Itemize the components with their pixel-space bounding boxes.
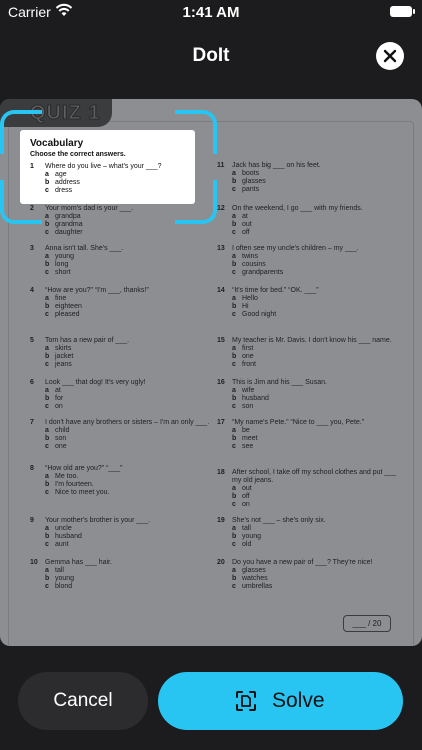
option-a: a be xyxy=(232,427,250,434)
question-16 xyxy=(217,379,407,411)
question-stem: My teacher is Mr. Davis. I don't know his ___ name. xyxy=(232,337,392,344)
option-b: b off xyxy=(232,493,250,500)
option-a: a out xyxy=(232,485,252,492)
question-number: 6 xyxy=(30,379,34,386)
option-a: a uncle xyxy=(45,525,72,532)
question-number: 20 xyxy=(217,559,225,566)
question-number: 8 xyxy=(30,465,34,472)
question-10 xyxy=(30,559,220,591)
crop-corner-bottom-right[interactable] xyxy=(175,180,217,224)
option-a: a at xyxy=(45,387,61,394)
question-stem: Anna isn't tall. She's ___. xyxy=(45,245,124,252)
option-c: c aunt xyxy=(45,541,69,548)
option-c: c off xyxy=(232,229,250,236)
document-scan-icon xyxy=(235,690,257,712)
question-15 xyxy=(217,337,407,369)
question-stem: Your mom's dad is your ___. xyxy=(45,205,134,212)
option-a: a skirts xyxy=(45,345,72,352)
question-19 xyxy=(217,517,407,549)
option-a: a glasses xyxy=(232,567,266,574)
option-a: a Me too. xyxy=(45,473,79,480)
option-c: c pleased xyxy=(45,311,80,318)
question-number: 18 xyxy=(217,469,225,476)
option-b: b out xyxy=(232,221,252,228)
close-icon xyxy=(383,49,397,63)
option-b: b grandma xyxy=(45,221,83,228)
question-stem: This is Jim and his ___ Susan. xyxy=(232,379,327,386)
question-12 xyxy=(217,205,407,237)
question-stem: Tom has a new pair of ___. xyxy=(45,337,130,344)
question-11 xyxy=(217,162,407,194)
option-b: b long xyxy=(45,261,69,268)
option-b: b one xyxy=(232,353,254,360)
option-a: a child xyxy=(45,427,70,434)
clock: 1:41 AM xyxy=(182,4,240,21)
question-8 xyxy=(30,465,220,497)
question-13 xyxy=(217,245,407,277)
question-number: 1 xyxy=(30,163,34,170)
option-b: b watches xyxy=(232,575,268,582)
option-c: c old xyxy=(232,541,252,548)
question-number: 4 xyxy=(30,287,34,294)
question-stem: Jack has big ___ on his feet. xyxy=(232,162,321,169)
option-c: c on xyxy=(232,501,250,508)
option-b: b I'm fourteen. xyxy=(45,481,94,488)
option-b: b husband xyxy=(45,533,82,540)
question-number: 7 xyxy=(30,419,34,426)
status-bar xyxy=(0,0,422,24)
question-18 xyxy=(217,469,407,509)
option-b: b young xyxy=(45,575,75,582)
option-a: a young xyxy=(45,253,75,260)
option-c: c Good night xyxy=(232,311,277,318)
option-c: c jeans xyxy=(45,361,72,368)
option-c: c on xyxy=(45,403,63,410)
question-number: 2 xyxy=(30,205,34,212)
option-c: c blond xyxy=(45,583,73,590)
app-title: DoIt xyxy=(192,45,230,66)
cancel-button[interactable]: Cancel xyxy=(18,672,148,730)
option-c: c son xyxy=(232,403,254,410)
carrier-label: Carrier xyxy=(8,4,51,20)
option-b: b eighteen xyxy=(45,303,82,310)
crop-corner-top-left[interactable] xyxy=(0,110,42,154)
option-a: a age xyxy=(45,171,67,178)
question-stem: “It's time for bed.” “OK. ___” xyxy=(232,287,319,294)
question-4 xyxy=(30,287,220,319)
quiz-tab-label: QUIZ 1 xyxy=(30,102,101,124)
option-b: b jacket xyxy=(45,353,74,360)
crop-corner-bottom-left[interactable] xyxy=(0,180,42,224)
question-stem: Look ___ that dog! It's very ugly! xyxy=(45,379,146,386)
question-number: 9 xyxy=(30,517,34,524)
question-number: 14 xyxy=(217,287,225,294)
battery-icon xyxy=(390,6,412,17)
option-c: c pants xyxy=(232,186,260,193)
question-9 xyxy=(30,517,220,549)
option-a: a tall xyxy=(45,567,64,574)
question-stem: “How old are you?” “___” xyxy=(45,465,123,472)
option-b: b cousins xyxy=(232,261,266,268)
question-3 xyxy=(30,245,220,277)
question-number: 5 xyxy=(30,337,34,344)
option-b: b Hi xyxy=(232,303,249,310)
question-number: 11 xyxy=(217,162,225,169)
option-c: c daughter xyxy=(45,229,83,236)
question-stem: I don't have any brothers or sisters – I'm an only ___. xyxy=(45,419,210,426)
question-number: 12 xyxy=(217,205,225,212)
section-title: Vocabulary xyxy=(30,138,84,149)
question-14 xyxy=(217,287,407,319)
option-c: c short xyxy=(45,269,71,276)
selected-question-card xyxy=(20,130,195,204)
question-number: 15 xyxy=(217,337,225,344)
option-c: c umbrellas xyxy=(232,583,273,590)
score-box: ___ / 20 xyxy=(343,615,391,632)
question-20 xyxy=(217,559,407,591)
option-a: a boots xyxy=(232,170,260,177)
option-a: a first xyxy=(232,345,254,352)
option-a: a twins xyxy=(232,253,258,260)
option-c: c dress xyxy=(45,187,73,194)
crop-corner-top-right[interactable] xyxy=(175,110,217,154)
question-7 xyxy=(30,419,220,451)
close-button[interactable] xyxy=(376,42,404,70)
option-a: a grandpa xyxy=(45,213,81,220)
option-a: a wife xyxy=(232,387,255,394)
instruction-text: Choose the correct answers. xyxy=(30,151,126,158)
selected-question xyxy=(30,163,190,195)
option-a: a at xyxy=(232,213,248,220)
option-b: b glasses xyxy=(232,178,266,185)
question-stem: After school, I take off my school clothes and put ___ my old jeans. xyxy=(232,469,397,484)
question-number: 16 xyxy=(217,379,225,386)
question-stem: I often see my uncle's children – my ___. xyxy=(232,245,359,252)
question-number: 3 xyxy=(30,245,34,252)
question-stem: Do you have a new pair of ___? They're nice! xyxy=(232,559,373,566)
option-c: c grandparents xyxy=(232,269,284,276)
option-c: c Nice to meet you. xyxy=(45,489,110,496)
option-b: b for xyxy=(45,395,64,402)
option-b: b address xyxy=(45,179,80,186)
option-c: c front xyxy=(232,361,257,368)
question-stem: Your mother's brother is your ___. xyxy=(45,517,150,524)
solve-label: Solve xyxy=(272,689,325,712)
option-c: c see xyxy=(232,443,254,450)
solve-button[interactable] xyxy=(158,672,403,730)
option-b: b meet xyxy=(232,435,258,442)
question-stem: She's not ___ – she's only six. xyxy=(232,517,326,524)
question-number: 19 xyxy=(217,517,225,524)
option-a: a Hello xyxy=(232,295,258,302)
question-stem: Gemma has ___ hair. xyxy=(45,559,112,566)
question-stem: “How are you?” “I'm ___, thanks!” xyxy=(45,287,149,294)
question-stem: On the weekend, I go ___ with my friends. xyxy=(232,205,363,212)
question-stem: “My name's Pete.” “Nice to ___ you, Pete.” xyxy=(232,419,365,426)
question-number: 17 xyxy=(217,419,225,426)
question-17 xyxy=(217,419,407,451)
question-stem: Where do you live – what's your ___? xyxy=(45,163,162,170)
question-5 xyxy=(30,337,220,369)
option-b: b young xyxy=(232,533,262,540)
question-number: 13 xyxy=(217,245,225,252)
option-b: b husband xyxy=(232,395,269,402)
option-c: c one xyxy=(45,443,67,450)
option-a: a tall xyxy=(232,525,251,532)
question-6 xyxy=(30,379,220,411)
option-b: b son xyxy=(45,435,67,442)
question-number: 10 xyxy=(30,559,38,566)
option-a: a fine xyxy=(45,295,67,302)
